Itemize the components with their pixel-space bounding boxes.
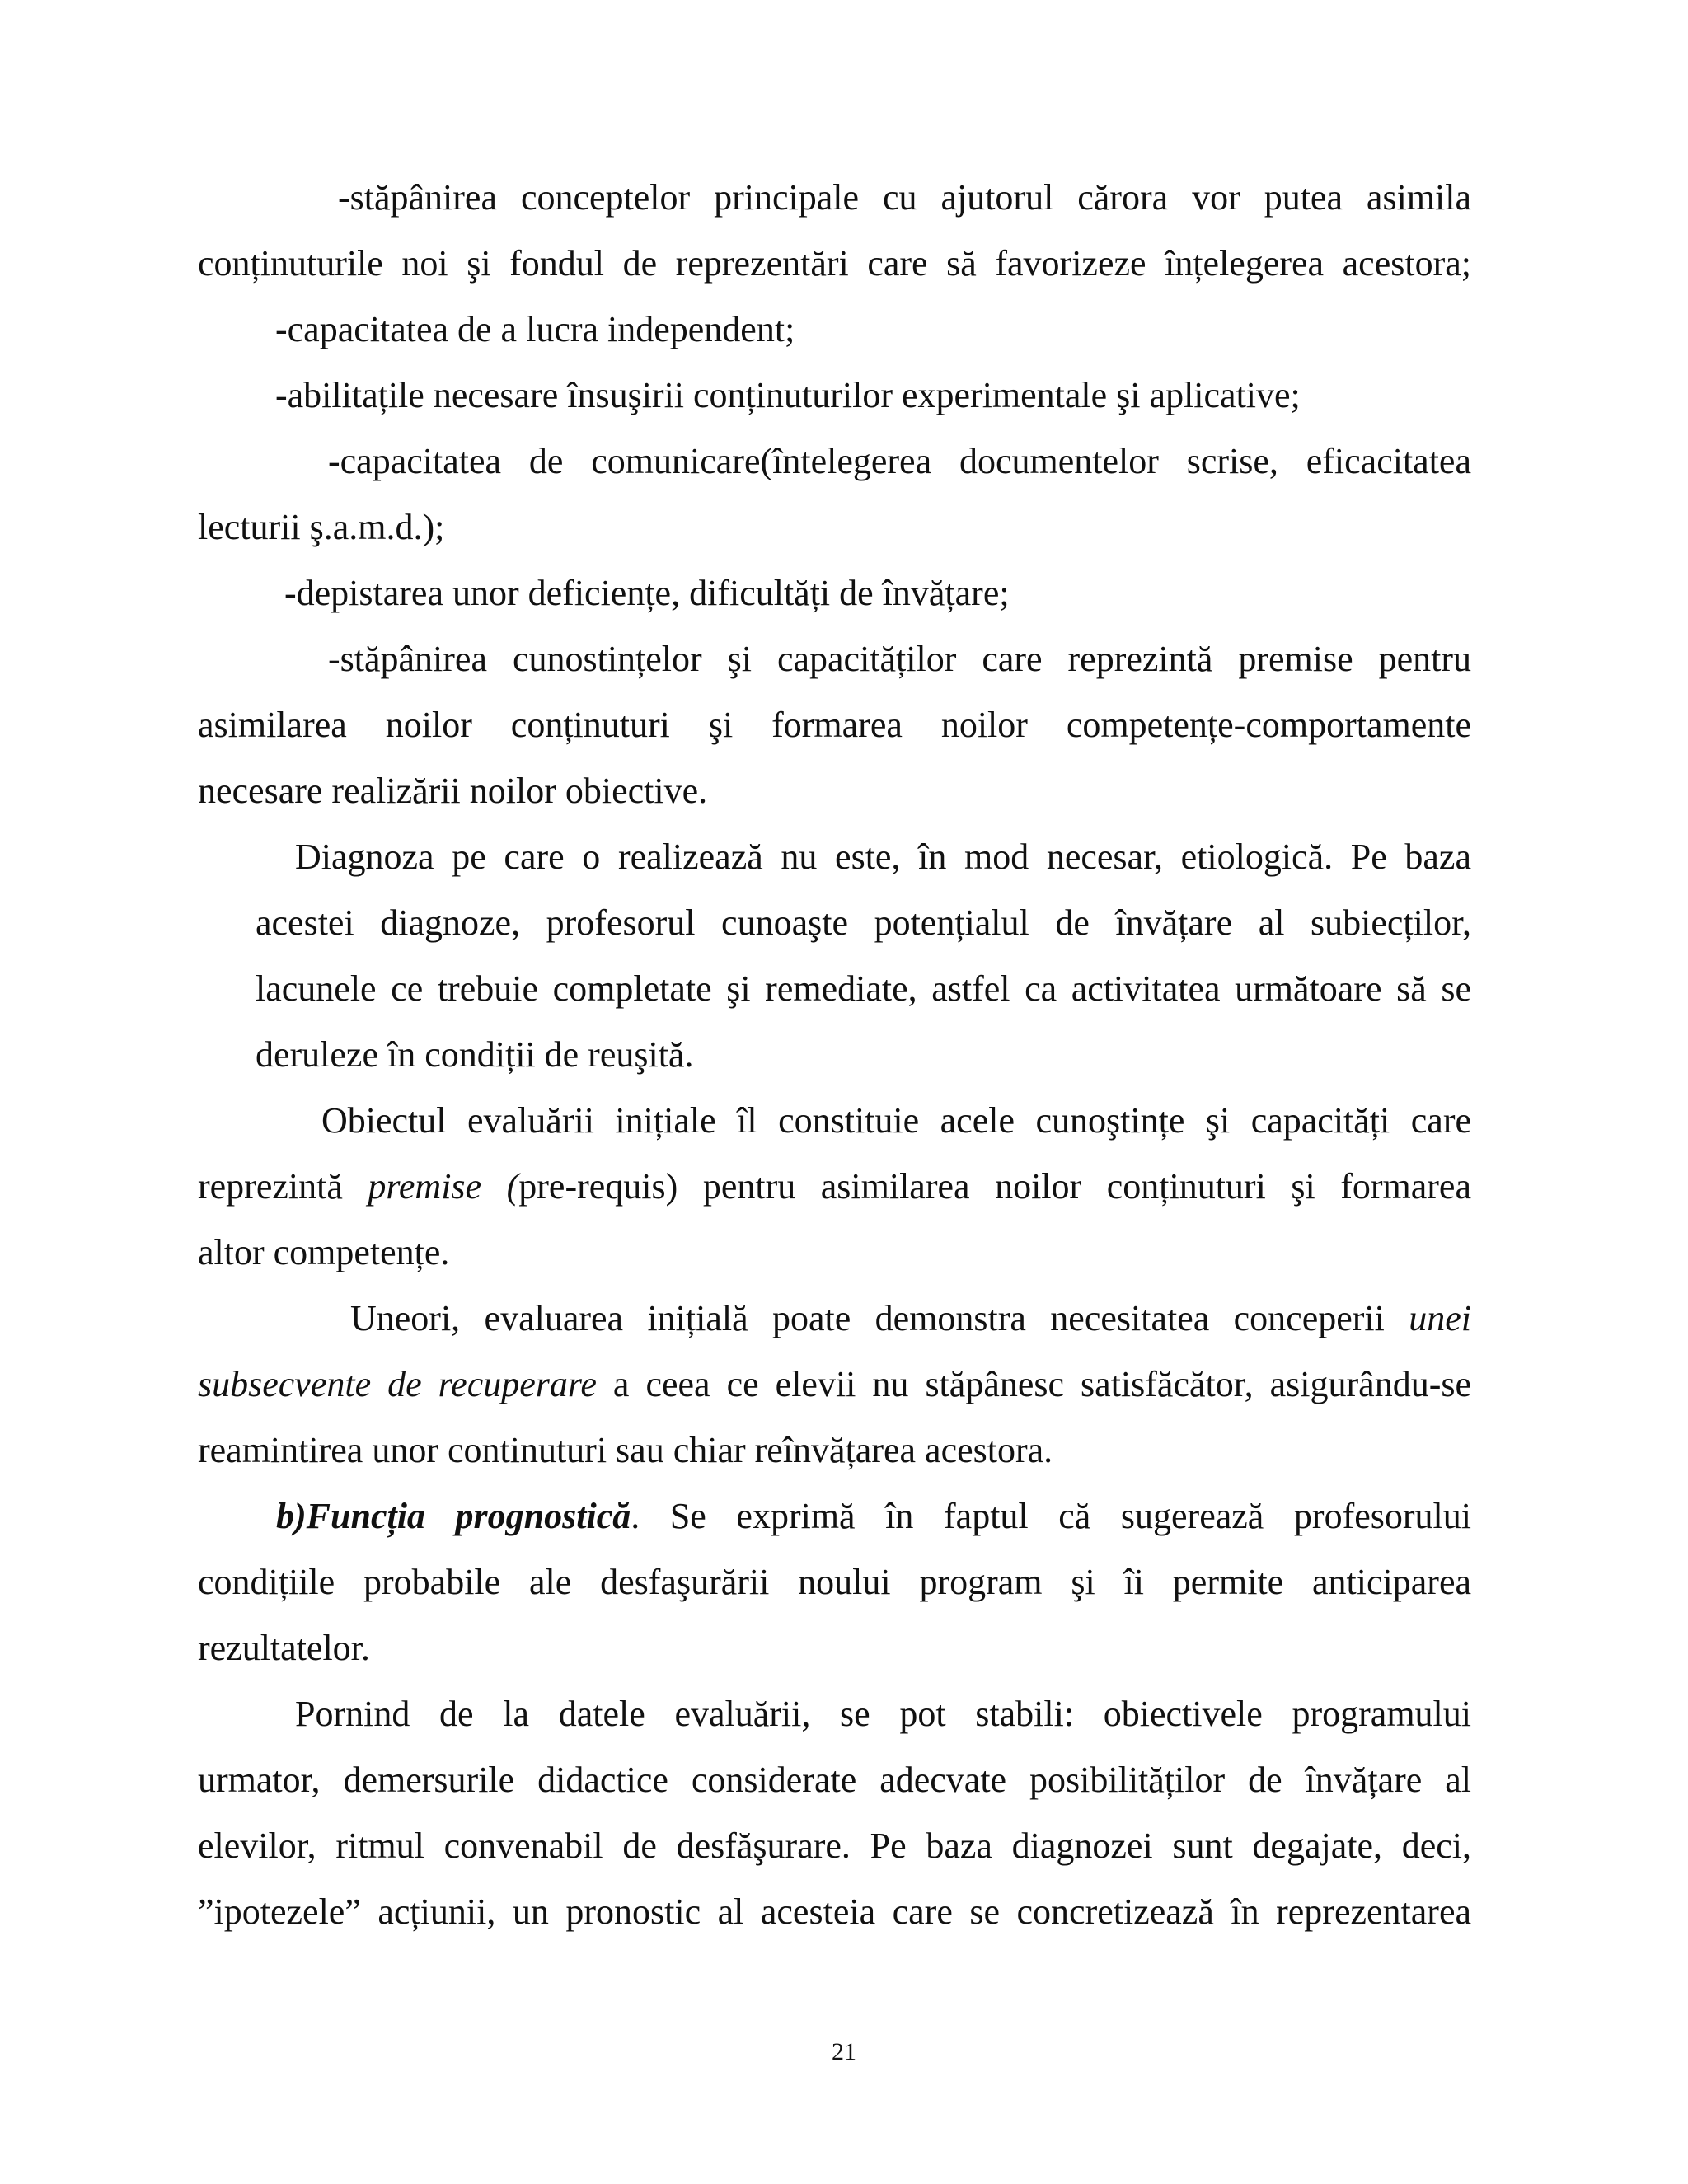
text-line: acestei diagnoze, profesorul cunoaşte potențialul de învățare al subiecților,: [256, 902, 1471, 943]
text-line: -stăpânirea cunostințelor şi capacităților care reprezintă premise pentru: [328, 639, 1471, 679]
text-line: rezultatelor.: [198, 1628, 370, 1668]
text-span: reprezintă: [198, 1166, 368, 1207]
text-line: -stăpânirea conceptelor principale cu ajutorul cărora vor putea asimila: [338, 177, 1471, 218]
emphasized-text: premise (: [368, 1166, 519, 1207]
text-span: . Se exprimă în faptul că sugerează profesorului: [631, 1496, 1471, 1536]
text-line: conținuturile noi şi fondul de reprezentări care să favorizeze înțelegerea acestora;: [198, 243, 1471, 284]
text-line: elevilor, ritmul convenabil de desfăşurare. Pe baza diagnozei sunt degajate, deci,: [198, 1825, 1471, 1866]
text-line: lacunele ce trebuie completate şi remediate, astfel ca activitatea următoare să se: [256, 968, 1471, 1009]
page-number: 21: [832, 2038, 856, 2065]
text-line: -abilitațile necesare însuşirii conținuturilor experimentale şi aplicative;: [275, 375, 1301, 415]
text-line: urmator, demersurile didactice considerate adecvate posibilităților de învățare al: [198, 1760, 1471, 1800]
text-line: [198, 1164, 1471, 1210]
text-line: altor competențe.: [198, 1232, 450, 1272]
text-span: Uneori, evaluarea inițială poate demonstra necesitatea conceperii: [350, 1298, 1409, 1338]
text-line: lecturii ş.a.m.d.);: [198, 507, 445, 547]
text-line: [350, 1296, 1471, 1342]
text-line: Pornind de la datele evaluării, se pot stabili: obiectivele programului: [295, 1694, 1471, 1734]
text-line: condițiile probabile ale desfaşurării noului program şi îi permite anticiparea: [198, 1562, 1471, 1602]
text-line: Obiectul evaluării inițiale îl constituie acele cunoştințe şi capacități care: [321, 1100, 1471, 1141]
emphasized-text: subsecvente de recuperare: [198, 1364, 597, 1404]
text-span: a ceea ce elevii nu stăpânesc satisfăcător, asigurându-se: [596, 1364, 1471, 1404]
text-line: -capacitatea de comunicare(întelegerea documentelor scrise, eficacitatea: [328, 441, 1471, 481]
text-line: deruleze în condiții de reuşită.: [256, 1034, 694, 1075]
text-line: [198, 1361, 1471, 1408]
text-line: -capacitatea de a lucra independent;: [275, 309, 795, 349]
text-line: Diagnoza pe care o realizează nu este, în mod necesar, etiologică. Pe baza: [295, 837, 1471, 877]
text-line: -depistarea unor deficiențe, dificultăți de învățare;: [284, 573, 1010, 613]
text-span: pre-requis) pentru asimilarea noilor conținuturi şi formarea: [518, 1166, 1471, 1207]
section-heading: b)Funcția prognostică: [276, 1496, 631, 1536]
text-line: ”ipotezele” acțiunii, un pronostic al acesteia care se concretizează în reprezentarea: [198, 1891, 1471, 1932]
emphasized-text: unei: [1409, 1298, 1471, 1338]
text-line: necesare realizării noilor obiective.: [198, 771, 708, 811]
text-line: [276, 1493, 1471, 1540]
text-line: asimilarea noilor conținuturi şi formarea noilor competențe-comportamente: [198, 705, 1471, 745]
text-line: reamintirea unor continuturi sau chiar reînvățarea acestora.: [198, 1430, 1053, 1470]
